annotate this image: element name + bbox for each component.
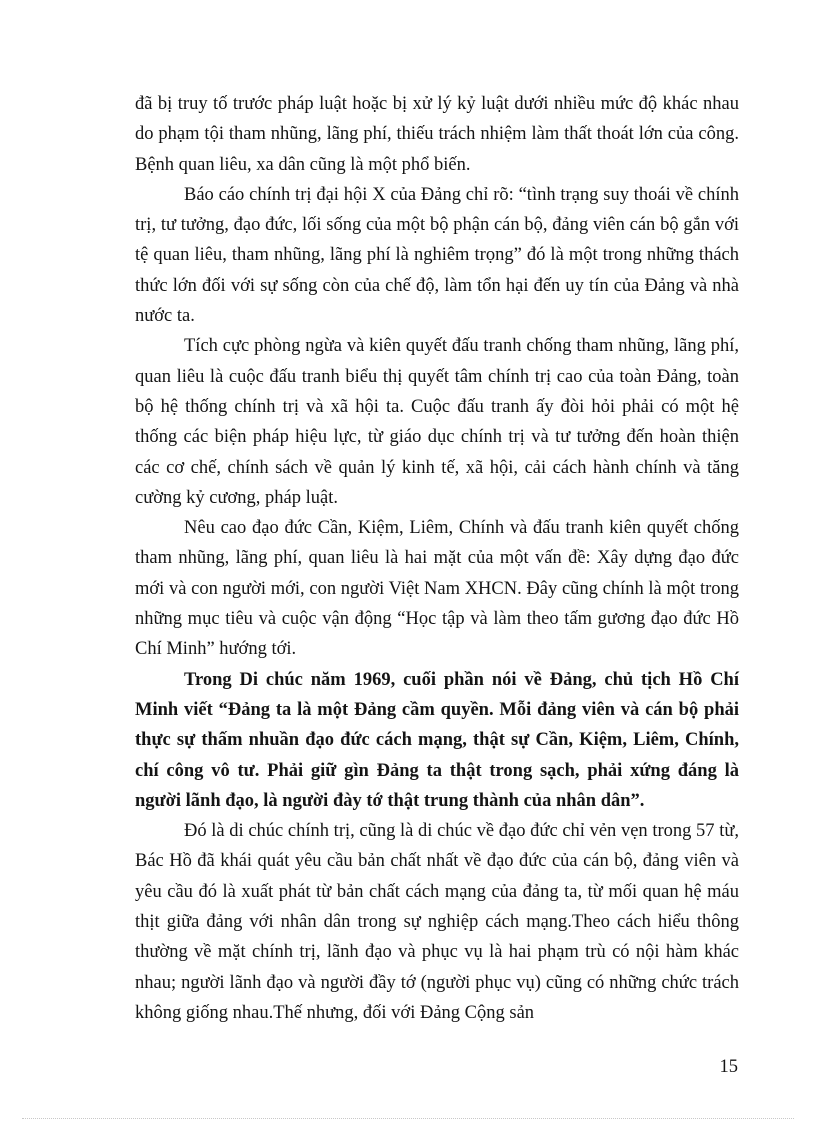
body-text (135, 89, 739, 1028)
paragraph-3: Tích cực phòng ngừa và kiên quyết đấu tranh chống tham nhũng, lãng phí, quan liêu là cuộc đấu tranh biểu thị quyết tâm chính trị cao của toàn Đảng, toàn bộ hệ thống chính trị và xã hội ta. Cuộc đấu tranh ấy đòi hỏi phải có một hệ thống các biện pháp hiệu lực, từ giáo dục chính trị và tư tưởng đến hoàn thiện các cơ chế, chính sách về quản lý kinh tế, xã hội, cải cách hành chính và tăng cường kỷ cương, pháp luật. (135, 336, 739, 508)
paragraph-2: Báo cáo chính trị đại hội X của Đảng chỉ rõ: “tình trạng suy thoái về chính trị, tư tưởng, đạo đức, lối sống của một bộ phận cán bộ, đảng viên cán bộ gắn với tệ quan liêu, tham nhũng, lãng phí là nghiêm trọng” đó là một trong những thách thức lớn đối với sự sống còn của chế độ, làm tổn hại đến uy tín của Đảng và nhà nước ta. (135, 184, 739, 327)
footer-divider (22, 1118, 794, 1119)
paragraph-6: Đó là di chúc chính trị, cũng là di chúc về đạo đức chỉ vẻn vẹn trong 57 từ, Bác Hồ đã khái quát yêu cầu bản chất nhất về đạo đức của cán bộ, đảng viên và yêu cầu đó là xuất phát từ bản chất cách mạng của đảng ta, từ mối quan hệ máu thịt giữa đảng với nhân dân trong sự nghiệp cách mạng.Theo cách hiểu thông thường về mặt chính trị, lãnh đạo và phục vụ là hai phạm trù có nội hàm khác nhau; người lãnh đạo và người đầy tớ (người phục vụ) cũng có những chức trách không giống nhau.Thế nhưng, đối với Đảng Cộng sản (135, 821, 739, 1023)
paragraph-5-quote: Trong Di chúc năm 1969, cuối phần nói về Đảng, chủ tịch Hồ Chí Minh viết “Đảng ta là một Đảng cầm quyền. Mỗi đảng viên và cán bộ phải thực sự thấm nhuần đạo đức cách mạng, thật sự Cần, Kiệm, Liêm, Chính, chí công vô tư. Phải giữ gìn Đảng ta thật trong sạch, phải xứng đáng là người lãnh đạo, là người đày tớ thật trung thành của nhân dân”. (135, 669, 739, 811)
page-number: 15 (719, 1057, 738, 1077)
paragraph-1: đã bị truy tố trước pháp luật hoặc bị xử lý kỷ luật dưới nhiều mức độ khác nhau do phạm tội tham nhũng, lãng phí, thiếu trách nhiệm làm thất thoát lớn của công. Bệnh quan liêu, xa dân cũng là một phổ biến. (135, 94, 739, 175)
paragraph-4: Nêu cao đạo đức Cần, Kiệm, Liêm, Chính và đấu tranh kiên quyết chống tham nhũng, lãng phí, quan liêu là hai mặt của một vấn đề: Xây dựng đạo đức mới và con người mới, con người Việt Nam XHCN. Đây cũng chính là một trong những mục tiêu và cuộc vận động “Học tập và làm theo tấm gương đạo đức Hồ Chí Minh” hướng tới. (135, 518, 739, 660)
